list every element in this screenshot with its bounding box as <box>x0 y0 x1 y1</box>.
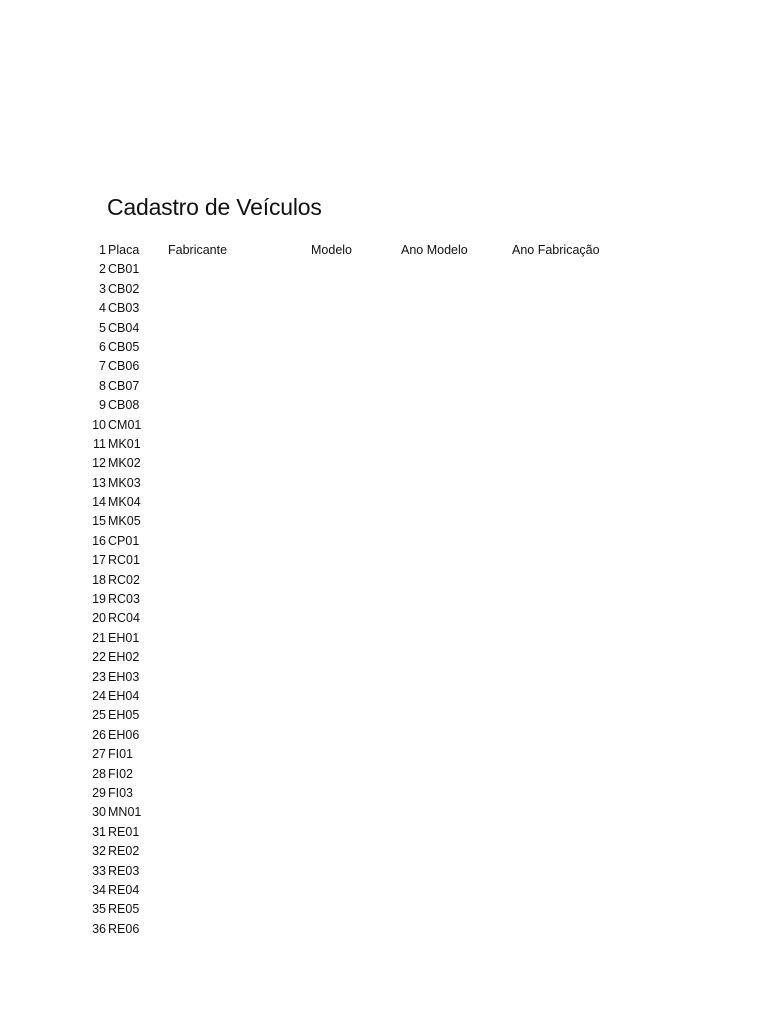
row-number: 7 <box>99 359 106 374</box>
row-number: 20 <box>92 611 106 626</box>
placa-cell: RC01 <box>108 553 140 568</box>
table-row <box>0 319 768 338</box>
placa-cell: CB08 <box>108 398 140 413</box>
column-header-placa: Placa <box>108 243 140 257</box>
row-number: 2 <box>99 262 106 277</box>
table-row <box>0 726 768 745</box>
placa-cell: RC04 <box>108 611 140 626</box>
table-row <box>0 745 768 764</box>
table-row <box>0 280 768 299</box>
row-number: 32 <box>92 844 106 859</box>
row-number: 10 <box>92 417 106 432</box>
placa-cell: MK05 <box>108 514 141 529</box>
table-row <box>0 357 768 376</box>
row-number: 24 <box>92 688 106 703</box>
table-row <box>0 493 768 512</box>
table-row <box>0 823 768 842</box>
row-number: 34 <box>92 882 106 897</box>
vehicle-table <box>0 241 768 939</box>
table-row <box>0 706 768 725</box>
placa-cell: CB07 <box>108 378 140 393</box>
row-number: 11 <box>93 436 106 451</box>
row-number: 14 <box>92 495 106 510</box>
placa-cell: CB03 <box>108 301 140 316</box>
placa-cell: MK04 <box>108 495 141 510</box>
table-row <box>0 668 768 687</box>
table-row <box>0 474 768 493</box>
header-row <box>0 241 768 260</box>
placa-cell: EH05 <box>108 708 140 723</box>
table-row <box>0 648 768 667</box>
row-number: 31 <box>92 824 106 839</box>
placa-cell: CB02 <box>108 281 140 296</box>
table-row <box>0 629 768 648</box>
table-row <box>0 862 768 881</box>
row-number: 28 <box>92 766 106 781</box>
placa-cell: CB04 <box>108 320 140 335</box>
row-number: 33 <box>92 863 106 878</box>
placa-cell: MK02 <box>108 456 141 471</box>
row-number: 36 <box>92 921 106 936</box>
column-header-ano-modelo: Ano Modelo <box>401 243 468 257</box>
row-number: 9 <box>99 398 106 413</box>
table-row <box>0 571 768 590</box>
row-number: 15 <box>92 514 106 529</box>
placa-cell: FI01 <box>108 747 134 762</box>
table-row <box>0 260 768 279</box>
row-number: 13 <box>92 475 106 490</box>
table-row <box>0 784 768 803</box>
placa-cell: RE04 <box>108 882 140 897</box>
row-number: 30 <box>92 805 106 820</box>
table-row <box>0 512 768 531</box>
page-title: Cadastro de Veículos <box>107 194 322 220</box>
row-number: 26 <box>92 727 106 742</box>
placa-cell: RE01 <box>108 824 140 839</box>
placa-cell: EH01 <box>108 630 140 645</box>
placa-cell: EH06 <box>108 727 140 742</box>
placa-cell: RE02 <box>108 844 140 859</box>
table-row <box>0 338 768 357</box>
placa-cell: RE05 <box>108 902 140 917</box>
table-row <box>0 803 768 822</box>
row-number: 17 <box>92 553 106 568</box>
row-number: 23 <box>92 669 106 684</box>
table-row <box>0 416 768 435</box>
row-number: 4 <box>99 301 106 316</box>
table-body <box>0 260 768 939</box>
table-row <box>0 842 768 861</box>
placa-cell: EH04 <box>108 688 140 703</box>
placa-cell: CM01 <box>108 417 142 432</box>
placa-cell: CB05 <box>108 339 140 354</box>
placa-cell: CB01 <box>108 262 140 277</box>
placa-cell: RE06 <box>108 921 140 936</box>
column-header-ano-fabricacao: Ano Fabricação <box>512 243 600 257</box>
placa-cell: MN01 <box>108 805 142 820</box>
table-row <box>0 454 768 473</box>
column-header-modelo: Modelo <box>311 243 352 257</box>
placa-cell: CP01 <box>108 533 140 548</box>
row-number: 21 <box>92 630 106 645</box>
table-row <box>0 551 768 570</box>
row-number: 12 <box>92 456 106 471</box>
row-number: 8 <box>99 378 106 393</box>
row-number: 1 <box>99 243 106 257</box>
row-number: 16 <box>92 533 106 548</box>
column-header-fabricante: Fabricante <box>168 243 228 257</box>
row-number: 22 <box>92 650 106 665</box>
table-row <box>0 590 768 609</box>
placa-cell: CB06 <box>108 359 140 374</box>
row-number: 35 <box>92 902 106 917</box>
placa-cell: MK01 <box>108 436 141 451</box>
placa-cell: FI03 <box>108 785 134 800</box>
table-row <box>0 881 768 900</box>
table-row <box>0 900 768 919</box>
row-number: 3 <box>99 281 106 296</box>
row-number: 25 <box>92 708 106 723</box>
row-number: 5 <box>99 320 106 335</box>
placa-cell: RC03 <box>108 592 140 607</box>
row-number: 18 <box>92 572 106 587</box>
table-row <box>0 687 768 706</box>
row-number: 6 <box>99 339 106 354</box>
row-number: 29 <box>92 785 106 800</box>
table-row <box>0 609 768 628</box>
placa-cell: RC02 <box>108 572 140 587</box>
placa-cell: RE03 <box>108 863 140 878</box>
row-number: 19 <box>92 592 106 607</box>
table-row <box>0 435 768 454</box>
table-row <box>0 532 768 551</box>
placa-cell: FI02 <box>108 766 134 781</box>
row-number: 27 <box>92 747 106 762</box>
table-row <box>0 299 768 318</box>
table-row <box>0 377 768 396</box>
table-row <box>0 765 768 784</box>
table-row <box>0 396 768 415</box>
placa-cell: EH03 <box>108 669 140 684</box>
placa-cell: MK03 <box>108 475 141 490</box>
table-row <box>0 920 768 939</box>
placa-cell: EH02 <box>108 650 140 665</box>
